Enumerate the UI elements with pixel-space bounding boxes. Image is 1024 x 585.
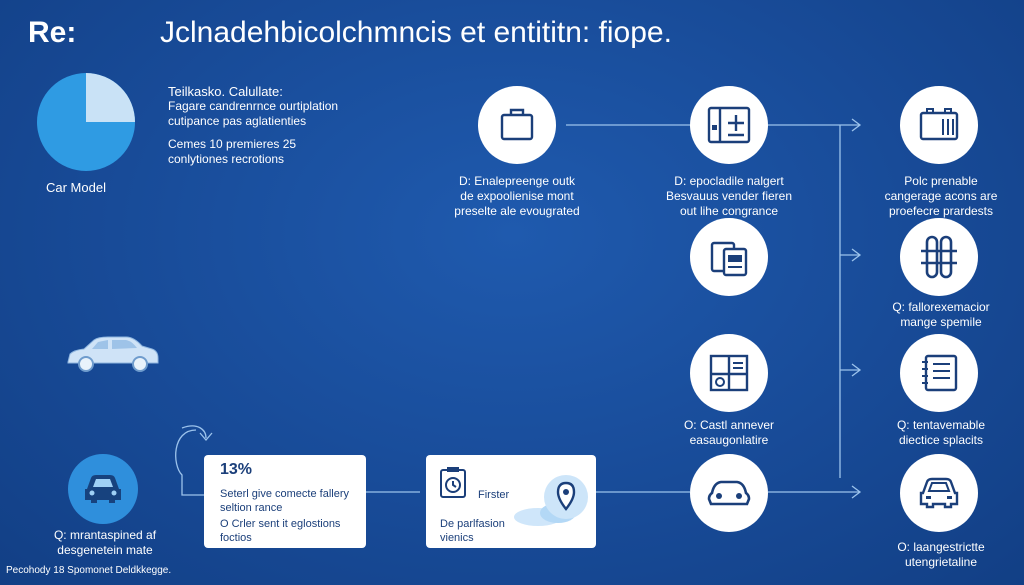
stat-line: seltion rance — [220, 502, 283, 514]
clipboard-icon — [497, 107, 537, 143]
checklist-clock-icon — [438, 465, 470, 499]
node-label-r2 — [856, 300, 1024, 330]
node-label-line: D: Enalepreenge outk — [458, 174, 576, 188]
node-label-line: Q: tentavemable — [896, 418, 986, 432]
calc-heading: Teilkasko. Calullate: — [168, 84, 283, 99]
title-prefix: Re: — [28, 16, 77, 49]
node-files — [690, 218, 768, 296]
node-label-line: D: epocladile nalgert — [674, 174, 784, 188]
node-label-line: cangerage acons are — [884, 189, 998, 203]
chain-icon — [919, 235, 959, 279]
car-front-icon — [81, 471, 125, 507]
location-card-line: De parlfasion — [440, 518, 505, 530]
node-battery — [900, 86, 978, 164]
shield-label — [20, 528, 190, 558]
node-label-line: utengrietaline — [904, 555, 978, 569]
node-label-line: mange spemile — [900, 315, 982, 329]
node-label-r4 — [856, 540, 1024, 570]
node-calculator — [690, 86, 768, 164]
node-label-line: O: laangestrictte — [897, 540, 985, 554]
stat-line: O Crler sent it eglostions — [220, 518, 341, 530]
car-model-pie — [36, 72, 136, 172]
calc-line: conlytiones recrotions — [168, 152, 285, 166]
location-pin-icon — [510, 473, 592, 529]
stat-line: Seterl give comecte fallery — [220, 488, 349, 500]
stat-text-b — [220, 517, 340, 545]
calc-info — [168, 84, 338, 167]
calc-line: cutipance pas aglatienties — [168, 114, 307, 128]
node-label-line: Polc prenable — [904, 174, 978, 188]
node-label-line: proefecre prardests — [888, 204, 994, 218]
shield-label-line: Q: mrantaspined af — [53, 528, 157, 542]
stat-line: foctios — [220, 532, 252, 544]
car-icon — [64, 334, 160, 374]
node-label-line: diectice splacits — [898, 433, 984, 447]
node-label-r1 — [856, 174, 1024, 219]
node-label-line: out lihe congrance — [679, 204, 779, 218]
shield-label-line: desgenetein mate — [57, 543, 153, 557]
node-label-line: easaugonlatire — [689, 433, 769, 447]
node-label-1 — [432, 174, 602, 219]
node-notebook — [900, 334, 978, 412]
calc-line: Cemes 10 premieres 25 — [168, 137, 297, 151]
node-label-line: O: Castl annever — [683, 418, 775, 432]
node-document — [478, 86, 556, 164]
calc-line: Fagare candrenrnce ourtiplation — [168, 99, 339, 113]
location-card-text — [440, 517, 505, 545]
node-label-line: Q: fallorexemacior — [892, 300, 990, 314]
node-label-r3 — [856, 418, 1024, 448]
documents-icon — [708, 237, 750, 277]
node-label-2 — [644, 174, 814, 219]
node-label-line: de expoolienise mont — [460, 189, 574, 203]
node-coverage — [900, 218, 978, 296]
location-card-line: vienics — [440, 532, 474, 544]
car-front-icon — [707, 477, 751, 509]
car-front-icon — [917, 475, 961, 511]
notebook-icon — [918, 353, 960, 393]
node-label-3 — [644, 418, 814, 448]
calculator-icon — [706, 105, 752, 145]
location-card — [426, 455, 596, 548]
stat-card — [204, 455, 366, 548]
node-vehicle — [690, 454, 768, 532]
node-car — [900, 454, 978, 532]
location-card-title: Firster — [478, 489, 510, 501]
node-label-line: Besvauus vender fieren — [665, 189, 793, 203]
node-label-line: preselte ale evougrated — [454, 204, 580, 218]
page-title: Jclnadehbicolchmncis et entititn: fiope. — [160, 16, 672, 49]
pie-label: Car Model — [46, 180, 106, 195]
node-form — [690, 334, 768, 412]
insured-car-node — [68, 454, 138, 524]
pie-slice-highlight — [86, 73, 135, 122]
stat-value: 13% — [220, 461, 253, 478]
stat-text-a — [220, 487, 349, 515]
form-icon — [707, 353, 751, 393]
battery-icon — [917, 107, 961, 143]
footer-text: Pecohody 18 Spomonet Deldkkegge. — [6, 565, 172, 576]
